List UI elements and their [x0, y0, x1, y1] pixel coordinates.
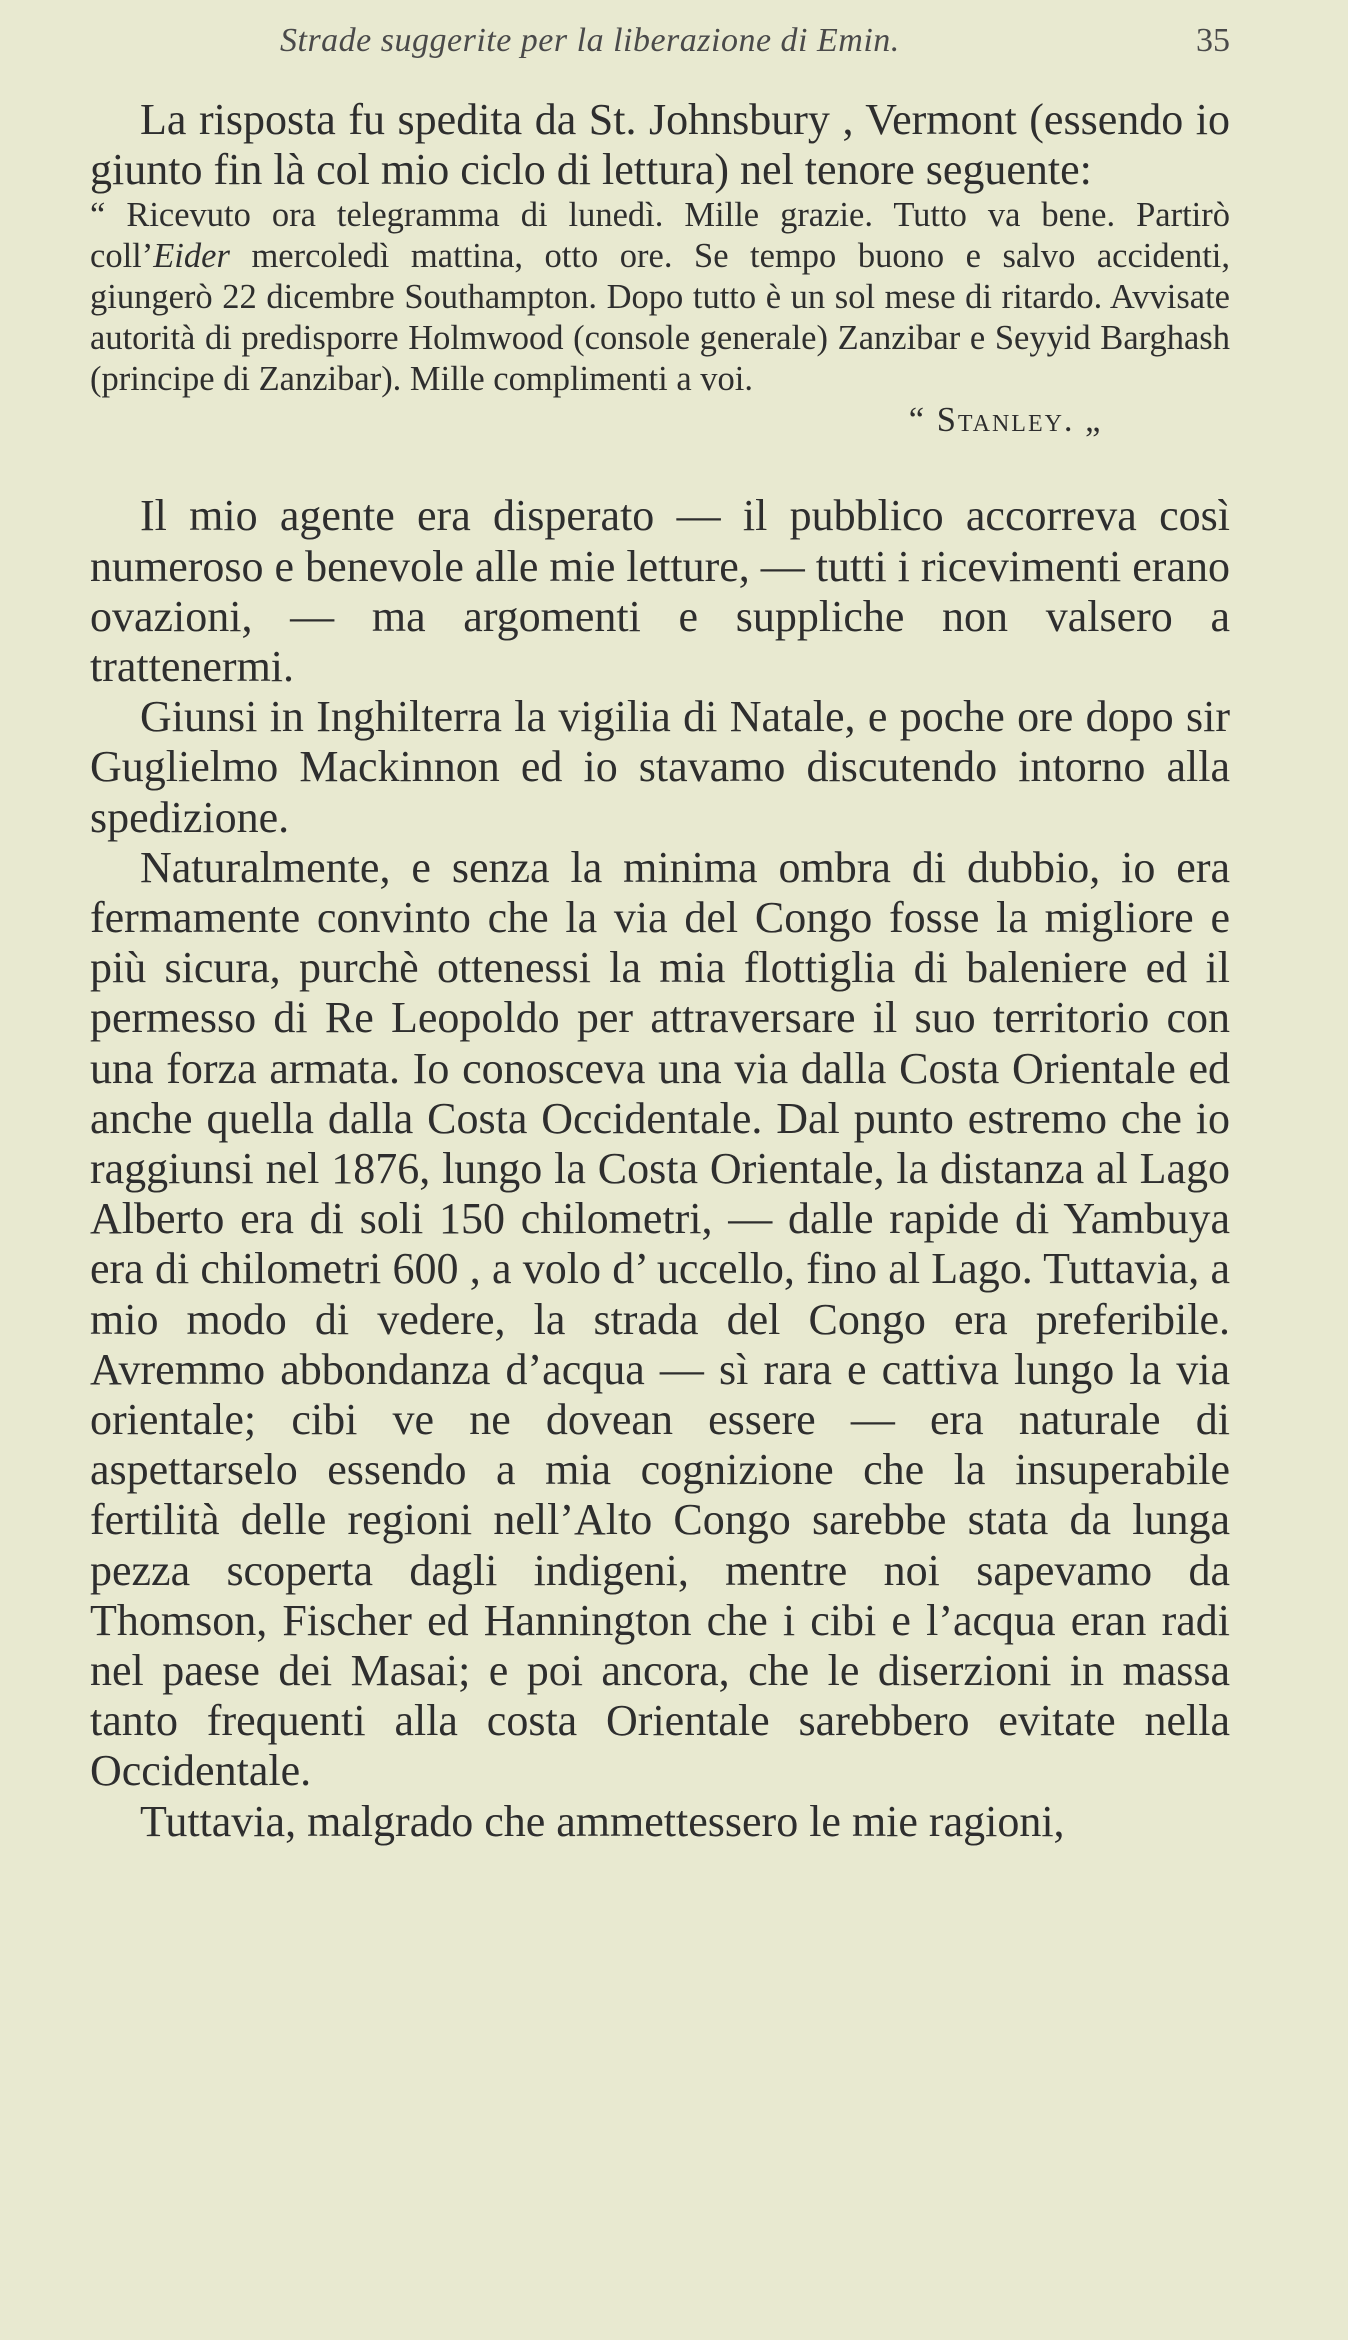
running-head — [90, 22, 1230, 62]
paragraph-agent: Il mio agente era disperato — il pubblico accorreva così numeroso e benevole alle mie letture, — tutti i ricevimenti erano ovazioni, — ma argomenti e suppliche non valsero a trattenermi. — [90, 491, 1230, 692]
page-number: 35 — [1196, 22, 1230, 59]
telegram-text-before: Ricevuto ora telegramma di lunedì. Mille grazie. Tutto va bene. Partirò coll’ — [90, 196, 1230, 276]
spacer — [90, 441, 1230, 491]
running-title: Strade suggerite per la liberazione di Emin. — [280, 22, 900, 59]
paragraph-england: Giunsi in Inghilterra la vigilia di Natale, e poche ore dopo sir Guglielmo Mackinnon ed io stavamo discutendo intorno alla spedizione. — [90, 692, 1230, 842]
telegram-signature — [90, 400, 1230, 441]
paragraph-congo-route: Naturalmente, e senza la minima ombra di dubbio, io era fermamente convinto che la via del Congo fosse la migliore e più sicura, purchè ottenessi la mia flottiglia di baleniere ed il permesso di Re Leopoldo per attraversare il suo territorio con una forza armata. Io conosceva una via dalla Costa Orientale ed anche quella dalla Costa Occidentale. Dal punto estremo che io raggiunsi nel 1876, lungo la Costa Orientale, la distanza al Lago Alberto era di soli 150 chilometri, — dalle rapide di Yambuya era di chilometri 600 , a volo d’ uccello, fino al Lago. Tuttavia, a mio modo di vedere, la strada del Congo era preferibile. Avremmo abbondanza d’acqua — sì rara e cattiva lungo la via orientale; cibi ve ne dovean essere — era naturale di aspettarselo essendo a mia cognizione che la insuperabile fertilità delle regioni nell’Alto Congo sarebbe stata da lunga pezza scoperta dagli indigeni, mentre noi sapevamo da Thomson, Fischer ed Hannington che i cibi e l’acqua eran radi nel paese dei Masai; e poi ancora, che le diserzioni in massa tanto frequenti alla costa Orientale sarebbero evitate nella Occidentale. — [90, 842, 1230, 1796]
telegram-text-after: mercoledì mattina, otto ore. Se tempo buono e salvo accidenti, giungerò 22 dicembre Southampton. Dopo tutto è un sol mese di ritardo. Avvisate autorità di predisporre Holmwood (console generale) Zanzibar e Seyyid Barghash (principe di Zanzibar). Mille complimenti a voi. — [90, 237, 1230, 399]
paragraph-however: Tuttavia, malgrado che ammettessero le mie ragioni, — [140, 1796, 1065, 1846]
body-text — [90, 95, 1230, 1847]
telegram-text — [90, 195, 1230, 400]
ship-name: Eider — [153, 237, 230, 276]
telegram-open-quote: “ — [90, 196, 106, 235]
signature-text: “ Stanley. „ — [908, 401, 1103, 440]
intro-paragraph: La risposta fu spedita da St. Johnsbury , Vermont (essendo io giunto fin là col mio ciclo di lettura) nel tenore seguente: — [90, 95, 1230, 195]
